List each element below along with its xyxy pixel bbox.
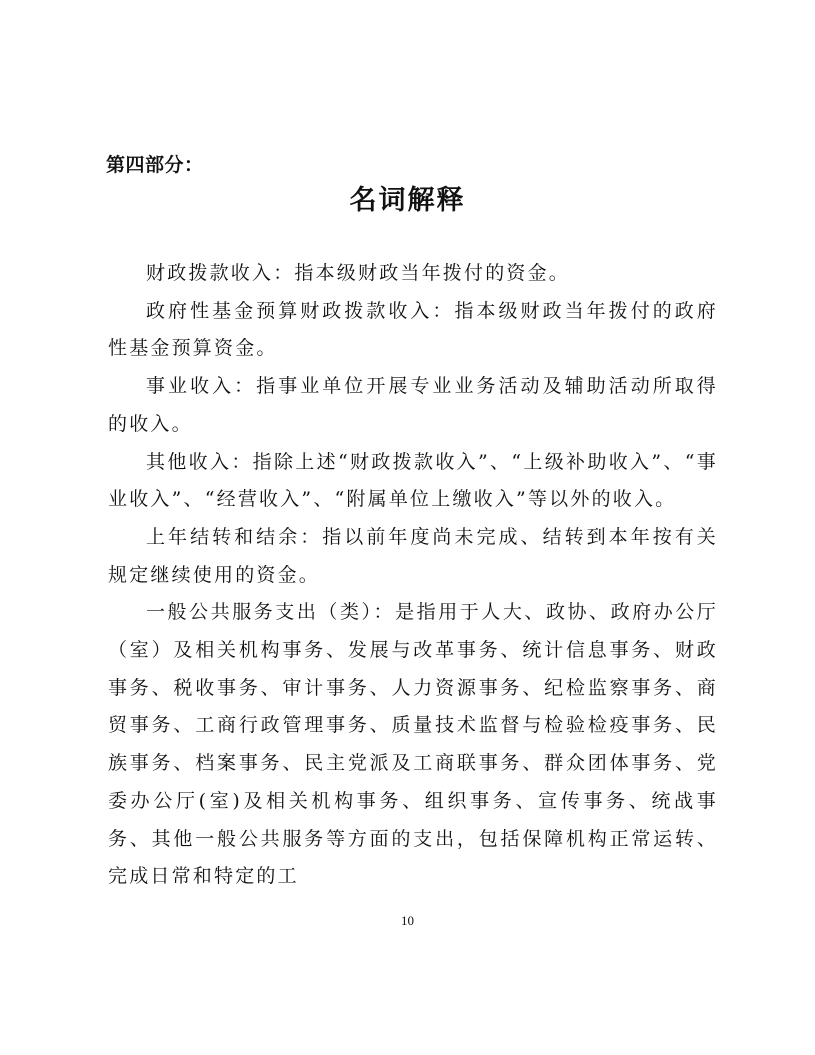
page-title: 名词解释 — [349, 185, 466, 216]
body-text — [108, 255, 718, 896]
section-heading: 第四部分： — [106, 154, 204, 176]
paragraph-carryover-balance: 上年结转和结余：指以前年度尚未完成、结转到本年按有关规定继续使用的资金。 — [108, 525, 718, 586]
paragraph-general-public-services: 一般公共服务支出（类）：是指用于人大、政协、政府办公厅（室）及相关机构事务、发展与改革事务、统计信息事务、财政事务、税收事务、审计事务、人力资源事务、纪检监察事务、商贸事务、工商行政管理事务、质量技术监督与检验检疫事务、民族事务、档案事务、民主党派及工商联事务、群众团体事务、党委办公厅(室)及相关机构事务、组织事务、宣传事务、统战事务、其他一般公共服务等方面的支出，包括保障机构正常运转、完成日常和特定的工 — [108, 601, 718, 888]
paragraph-other-income: 其他收入：指除上述“财政拨款收入”、“上级补助收入”、“事业收入”、“经营收入”、“附属单位上缴收入”等以外的收入。 — [108, 450, 718, 511]
paragraph-business-income: 事业收入：指事业单位开展专业业务活动及辅助活动所取得的收入。 — [108, 375, 718, 435]
paragraph-fiscal-appropriation-income: 财政拨款收入：指本级财政当年拨付的资金。 — [146, 262, 571, 284]
paragraph-government-fund-income: 政府性基金预算财政拨款收入：指本级财政当年拨付的政府性基金预算资金。 — [108, 299, 718, 360]
page-number: 10 — [401, 913, 414, 928]
